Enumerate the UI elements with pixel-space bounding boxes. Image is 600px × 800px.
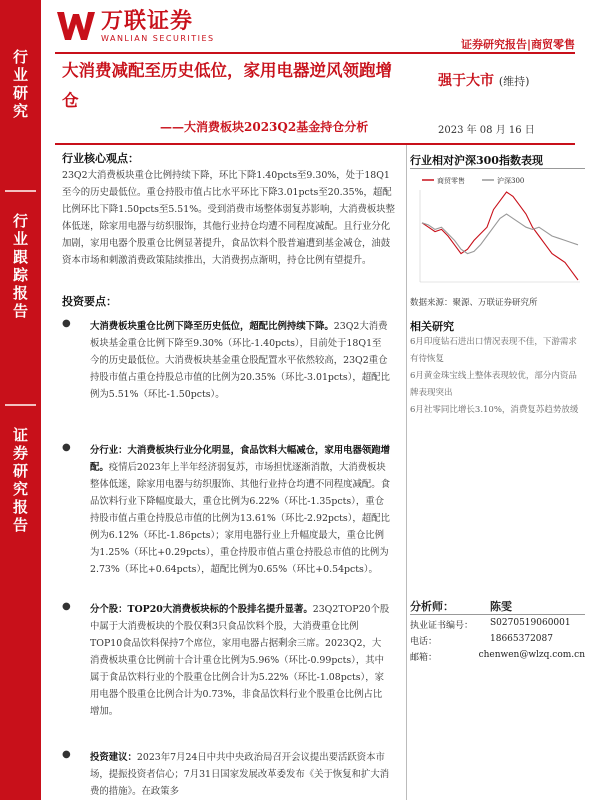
report-category: 证券研究报告|商贸零售 [460, 38, 575, 51]
analyst-header [410, 598, 585, 614]
rating [438, 70, 529, 90]
sidebar-block-securities-report [0, 426, 41, 534]
sidebar-char: 究 [12, 480, 28, 498]
sidebar-char: 告 [12, 516, 28, 534]
analyst-row-value: 18665372087 [490, 634, 553, 644]
report-date: 2023 年 08 月 16 日 [438, 125, 535, 136]
point-4-text [90, 749, 390, 800]
related-research [410, 318, 585, 419]
related-item-3[interactable]: 6月社零同比增长3.10%，消费复苏趋势放缓 [410, 405, 579, 415]
sidebar-char: 报 [12, 498, 28, 516]
legend-label-retail: 商贸零售 [437, 177, 465, 185]
header-rule [55, 52, 575, 54]
sidebar-char: 研 [12, 462, 28, 480]
sidebar-char: 券 [12, 444, 28, 462]
sidebar-divider [5, 404, 36, 406]
point-1-body: 23Q2大消费板块基金重仓比例下降至9.30%（环比-1.40pcts），目前处于18Q1至今的历史最低位。大消费板块基金重仓股配置水平依然较高，23Q2重仓持股市值占重仓持股总市值的比例为20.35%（环比-3.01pcts），超配比例为5.51%（环比-1.50pcts）。 [90, 321, 390, 400]
sidebar-char: 报 [12, 284, 28, 302]
company-logo [55, 8, 215, 44]
wanlian-logo-icon [55, 8, 97, 44]
bullet-icon: ● [62, 749, 71, 760]
analyst-row-cert [410, 618, 585, 631]
invest-heading-wrap [62, 293, 397, 309]
rating-label: 强于大市 [438, 73, 494, 89]
point-4-body: 2023年7月24日中共中央政治局召开会议提出要活跃资本市场，提振投资者信心；7月31日国家发展改革委发布《关于恢复和扩大消费的措施》。在政策多 [90, 752, 390, 797]
rating-sub: (维持) [498, 75, 530, 88]
title-rule [55, 143, 575, 145]
chart-title: 行业相对沪深300指数表现 [410, 154, 543, 167]
report-title: 大消费减配至历史低位，家用电器逆风领跑增仓 [62, 61, 392, 110]
column-divider [406, 145, 407, 800]
sidebar-char: 行 [12, 48, 28, 66]
analyst-row-key: 邮箱： [410, 653, 438, 663]
analyst-rule [410, 614, 585, 615]
series-line-retail [422, 192, 578, 280]
chart-title-wrap [410, 152, 585, 168]
point-1-bold: 大消费板块重仓比例下降至历史低位，超配比例持续下降。 [90, 321, 334, 332]
report-subtitle: ——大消费板块2023Q2基金持仓分析 [160, 120, 369, 134]
chart-rule [410, 168, 585, 169]
sidebar-char: 业 [12, 66, 28, 84]
sidebar-char: 证 [12, 426, 28, 444]
core-view-heading: 行业核心观点： [62, 152, 139, 165]
core-view-section [62, 150, 397, 269]
sidebar-block-industry-research [0, 48, 41, 120]
analyst-email[interactable]: chenwen@wlzq.com.cn [478, 650, 585, 660]
analyst-row-value: S0270519060001 [490, 618, 571, 628]
logo-cn-text: 万联证券 [101, 8, 194, 34]
point-3-body: 23Q2TOP20个股中属于大消费板块的个股仅剩3只食品饮料个股，大消费重仓比例TOP10食品饮料保持7个席位，家用电器占据剩余三席。2023Q2，大消费板块重仓比例前十合计重仓比例为5.96%（环比-0.99pcts），其中属于食品饮料行业的个股重仓比例合计为5.22%（环比-1.08pcts），家用电器个股重仓比例合计为0.73%，非食品饮料行业个股重仓比例占比增加。 [90, 604, 390, 717]
related-heading: 相关研究 [410, 320, 454, 333]
point-2-text [90, 442, 390, 578]
point-3-text [90, 601, 390, 720]
analyst-name: 陈雯 [490, 600, 512, 613]
chart-source: 数据来源：聚源、万联证券研究所 [410, 298, 538, 308]
bullet-icon: ● [62, 442, 71, 453]
point-1-text [90, 318, 390, 403]
analyst-row-key: 电话： [410, 637, 438, 647]
sidebar-char: 告 [12, 302, 28, 320]
invest-heading: 投资要点： [62, 295, 117, 308]
sidebar [0, 0, 41, 800]
sidebar-char: 跟 [12, 248, 28, 266]
core-view-text: 23Q2大消费板块重仓比例持续下降，环比下降1.40pcts至9.30%，处于18Q1至今的历史最低位。重仓持股市值占比水平环比下降3.01pcts至20.35%，超配比例环比下降1.50pcts至5.51%。受到消费市场整体弱复苏影响，大消费板块整体低迷，除家用电器与纺织服饰，其他行业持仓均遭不同程度减配。且行业分化加剧，家用电器个股重仓比例显著提升，食品饮料个股普遍遭到基金减仓，油鼓资本市场和刺激消费政策陆续推出，大消费拐点渐明，持仓比例有望提升。 [62, 170, 395, 266]
related-item-1[interactable]: 6月印度钻石进出口情况表现不佳，下游需求有待恢复 [410, 337, 577, 364]
sidebar-char: 究 [12, 102, 28, 120]
point-2-body: 疫情后2023年上半年经济弱复苏，市场担忧逐渐消散，大消费板块整体低迷，除家用电器与纺织服饰、其他行业持仓均遭不同程度减配。食品饮料行业下降幅度最大，重仓比例为6.22%（环比-1.35pcts），重仓持股市值占重仓持股总市值的比例为13.61%（环比-2.92pcts），超配比例为6.12%（环比-1.86pcts）；家用电器行业上升幅度最大，重仓比例为1.25%（环比+0.29pcts），重仓持股市值占重仓持股总市值的比例为2.73%（环比+0.64pcts），超配比例为0.65%（环比+0.54pcts）。 [90, 462, 391, 575]
sidebar-char: 行 [12, 212, 28, 230]
point-2-bold: 分行业：大消费板块行业分化明显，食品饮料大幅减仓，家用电器领跑增配。 [90, 445, 391, 473]
legend-label-hs300: 沪深300 [497, 177, 525, 185]
analyst-row-phone [410, 634, 585, 647]
analyst-row-key: 执业证书编号： [410, 621, 474, 631]
bullet-icon: ● [62, 318, 71, 329]
chart-legend [422, 176, 524, 185]
bullet-icon: ● [62, 601, 71, 612]
logo-en-text: WANLIAN SECURITIES [101, 33, 215, 43]
chart-area [410, 170, 585, 295]
sidebar-char: 业 [12, 230, 28, 248]
analyst-label: 分析师： [410, 600, 454, 613]
sidebar-char: 踪 [12, 266, 28, 284]
chart-source-wrap [410, 296, 585, 308]
related-item-2[interactable]: 6月黄金珠宝线上整体表现较优，部分内资品牌表现突出 [410, 371, 577, 398]
point-3-bold: 分个股：TOP20大消费板块标的个股排名提升显著。 [90, 604, 313, 615]
point-4-bold: 投资建议： [90, 752, 137, 763]
performance-chart [410, 170, 585, 295]
sidebar-char: 研 [12, 84, 28, 102]
sidebar-block-tracking-report [0, 212, 41, 320]
analyst-row-email [410, 650, 585, 663]
sidebar-divider [5, 190, 36, 192]
